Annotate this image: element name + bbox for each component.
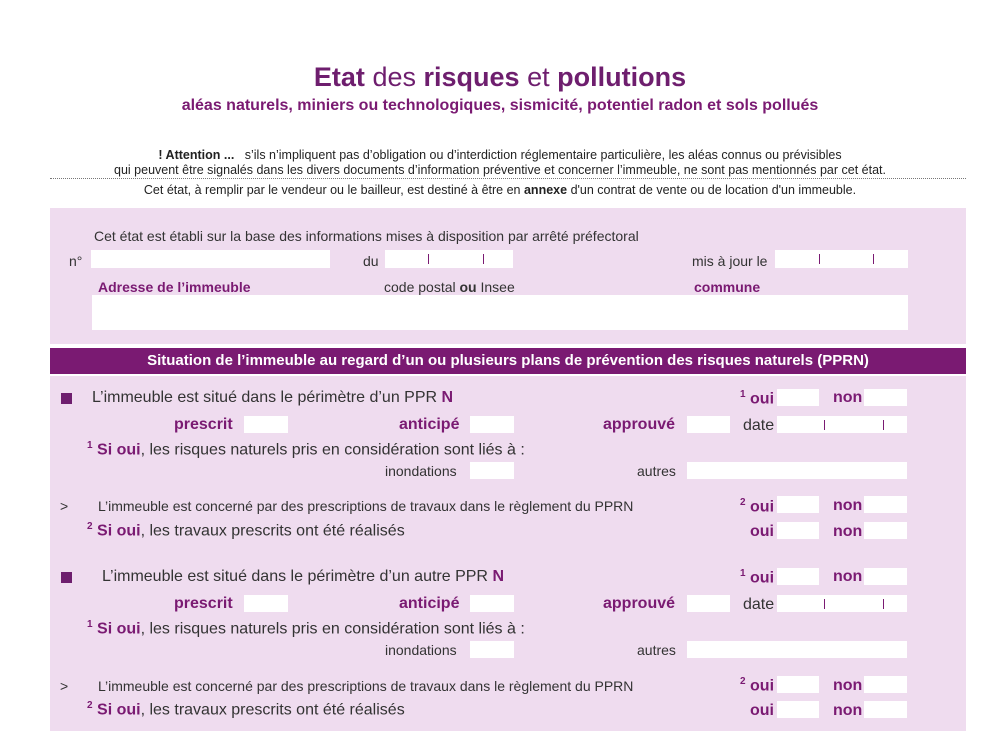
- oui-label: $^1$ oui: [740, 389, 775, 408]
- ppr-statement-1: L’immeuble est situé dans le périmètre d’un PPR N: [92, 389, 454, 406]
- done2-oui-box[interactable]: [777, 701, 819, 718]
- anticipe-label: anticipé: [399, 416, 460, 433]
- arrow-bullet: >: [60, 678, 69, 694]
- oui-label-2: $^2$ oui: [740, 497, 775, 516]
- pprn-banner: Situation de l’immeuble au regard d’un ou plusieurs plans de prévention des risques naturels (PPRN): [50, 348, 966, 374]
- warning-line-1: ! Attention ... s’ils n’impliquent pas d’obligation ou d’interdiction réglementaire particulière, les aléas connus ou prévisibles: [158, 148, 842, 162]
- ppr2-non-box[interactable]: [864, 568, 907, 585]
- ppr2-date-field[interactable]: [777, 595, 907, 612]
- works-text-2: L’immeuble est concerné par des prescriptions de travaux dans le règlement du PPRN: [98, 678, 634, 694]
- ppr1-prescrit-box[interactable]: [244, 416, 288, 433]
- ppr1-date-field[interactable]: [777, 416, 907, 433]
- works-done-2: $^2$ Si oui, les travaux prescrits ont été réalisés: [87, 700, 405, 719]
- oui-label-4: $^1$ oui: [740, 568, 775, 587]
- prescrit-label: prescrit: [174, 416, 233, 433]
- arrete-number-field[interactable]: [91, 250, 330, 268]
- ppr2-approuve-box[interactable]: [687, 595, 730, 612]
- non-label-2: non: [833, 497, 863, 514]
- approuve-label-2: approuvé: [603, 595, 676, 612]
- ppr2-anticipe-box[interactable]: [470, 595, 514, 612]
- arrete-date-field[interactable]: [385, 250, 513, 268]
- anticipe-label-2: anticipé: [399, 595, 460, 612]
- ppr2-prescrit-box[interactable]: [244, 595, 288, 612]
- oui-label-6: oui: [750, 702, 774, 719]
- non-label-6: non: [833, 702, 863, 719]
- ppr1-anticipe-box[interactable]: [470, 416, 514, 433]
- inondations-label: inondations: [385, 463, 457, 479]
- update-date-field[interactable]: [775, 250, 908, 268]
- inondations-label-2: inondations: [385, 642, 457, 658]
- ppr1-non-box[interactable]: [864, 389, 907, 406]
- works2-oui-box[interactable]: [777, 676, 819, 693]
- non-label-4: non: [833, 568, 863, 585]
- document-subtitle: aléas naturels, miniers ou technologiques, sismicité, potentiel radon et sols pollués: [181, 97, 819, 114]
- done2-non-box[interactable]: [864, 701, 907, 718]
- works1-non-box[interactable]: [864, 496, 907, 513]
- arrow-bullet: >: [60, 498, 69, 514]
- maj-label: mis à jour le: [692, 253, 768, 269]
- autres-label: autres: [637, 463, 676, 479]
- info-panel: [50, 208, 966, 344]
- oui-label-5: $^2$ oui: [740, 676, 775, 695]
- commune-label: commune: [694, 279, 761, 295]
- ppr2-autres-field[interactable]: [687, 641, 907, 658]
- ppr2-inondations-box[interactable]: [470, 641, 514, 658]
- non-label: non: [833, 389, 863, 406]
- autres-label-2: autres: [637, 642, 676, 658]
- annex-note: Cet état, à remplir par le vendeur ou le bailleur, est destiné à être en annexe d'un contrat de vente ou de location d'un immeuble.: [143, 183, 857, 197]
- risks-line-1: $^1$ Si oui, les risques naturels pris en considération sont liés à :: [87, 440, 525, 459]
- non-label-3: non: [833, 523, 863, 540]
- postal-label: code postal ou Insee: [384, 279, 515, 295]
- date-label: date: [743, 417, 775, 434]
- address-field[interactable]: [92, 295, 908, 330]
- ppr1-oui-box[interactable]: [777, 389, 819, 406]
- works2-non-box[interactable]: [864, 676, 907, 693]
- date-label-2: date: [743, 596, 775, 613]
- ppr1-inondations-box[interactable]: [470, 462, 514, 479]
- works-done-1: $^2$ Si oui, les travaux prescrits ont été réalisés: [87, 521, 405, 540]
- ppr1-autres-field[interactable]: [687, 462, 907, 479]
- num-label: n°: [69, 253, 83, 269]
- address-label: Adresse de l’immeuble: [98, 279, 251, 295]
- du-label: du: [363, 253, 379, 269]
- ppr2-oui-box[interactable]: [777, 568, 819, 585]
- pprn-panel: [50, 376, 966, 731]
- ppr-statement-2: L’immeuble est situé dans le périmètre d’un autre PPR N: [102, 568, 504, 585]
- square-bullet-icon: [61, 572, 72, 583]
- dotted-divider: [50, 178, 966, 179]
- risks-line-2: $^1$ Si oui, les risques naturels pris en considération sont liés à :: [87, 619, 525, 638]
- basis-text: Cet état est établi sur la base des informations mises à disposition par arrêté préfectoral: [94, 228, 639, 244]
- non-label-5: non: [833, 677, 863, 694]
- done1-oui-box[interactable]: [777, 522, 819, 539]
- prescrit-label-2: prescrit: [174, 595, 233, 612]
- works-text-1: L’immeuble est concerné par des prescriptions de travaux dans le règlement du PPRN: [98, 498, 634, 514]
- oui-label-3: oui: [750, 523, 774, 540]
- warning-line-2: qui peuvent être signalés dans les divers documents d’information préventive et concerner l’immeuble, ne sont pas mentionnés par cet état.: [114, 163, 886, 177]
- square-bullet-icon: [61, 393, 72, 404]
- done1-non-box[interactable]: [864, 522, 907, 539]
- approuve-label: approuvé: [603, 416, 676, 433]
- works1-oui-box[interactable]: [777, 496, 819, 513]
- document-title: Etat des risques et pollutions: [313, 62, 687, 92]
- ppr1-approuve-box[interactable]: [687, 416, 730, 433]
